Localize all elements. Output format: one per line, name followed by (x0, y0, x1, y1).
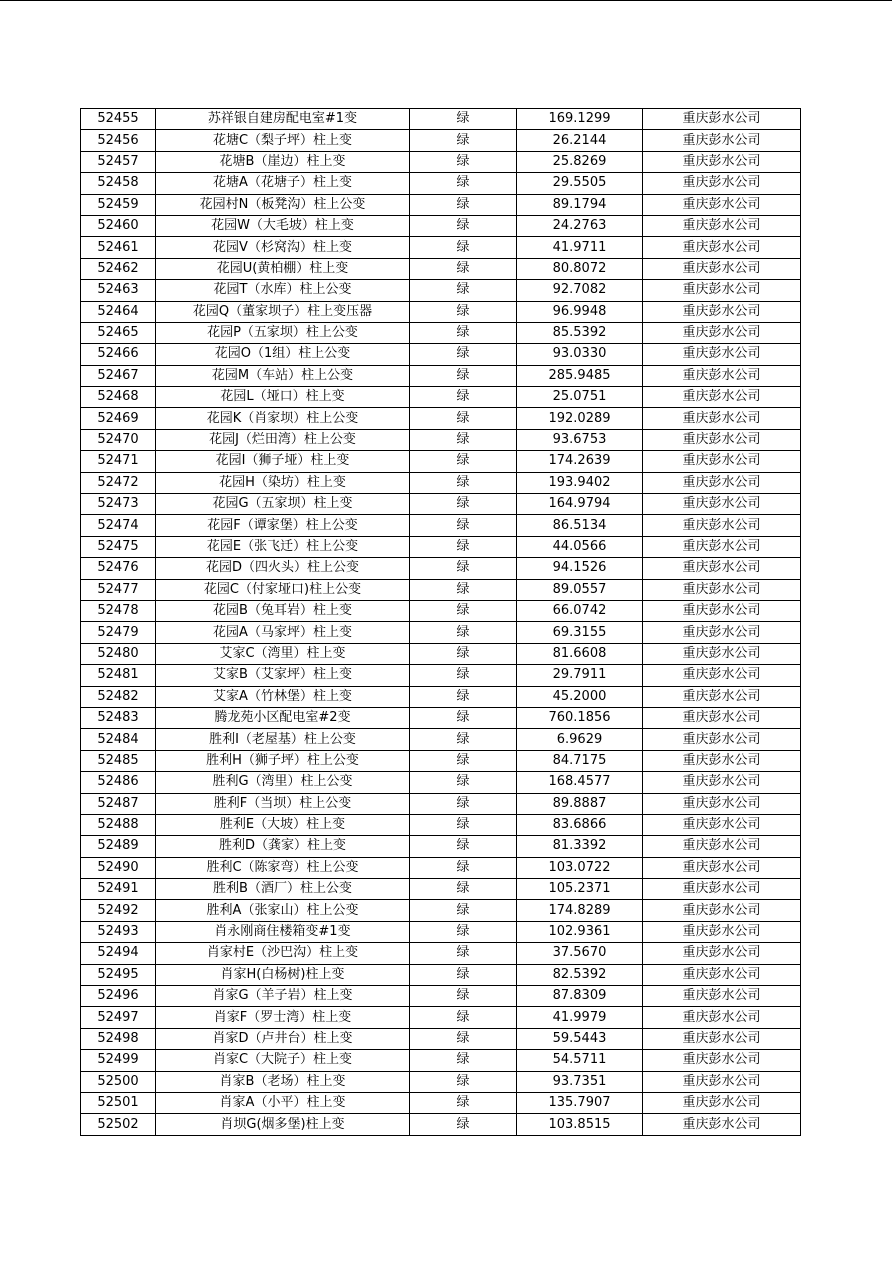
name-cell: 艾家B（艾家坪）柱上变 (156, 665, 410, 686)
status-cell: 绿 (410, 622, 517, 643)
id-cell: 52491 (81, 879, 156, 900)
name-cell: 胜利E（大坡）柱上变 (156, 814, 410, 835)
id-cell: 52495 (81, 964, 156, 985)
status-cell: 绿 (410, 964, 517, 985)
status-cell: 绿 (410, 173, 517, 194)
status-cell: 绿 (410, 1071, 517, 1092)
company-cell: 重庆彭水公司 (643, 579, 801, 600)
company-cell: 重庆彭水公司 (643, 1071, 801, 1092)
company-cell: 重庆彭水公司 (643, 130, 801, 151)
name-cell: 花园I（狮子垭）柱上变 (156, 451, 410, 472)
id-cell: 52469 (81, 408, 156, 429)
table-row (81, 151, 801, 172)
value-cell: 285.9485 (517, 365, 643, 386)
value-cell: 25.0751 (517, 387, 643, 408)
status-cell: 绿 (410, 729, 517, 750)
name-cell: 胜利C（陈家弯）柱上公变 (156, 857, 410, 878)
id-cell: 52463 (81, 280, 156, 301)
id-cell: 52471 (81, 451, 156, 472)
value-cell: 103.0722 (517, 857, 643, 878)
company-cell: 重庆彭水公司 (643, 686, 801, 707)
status-cell: 绿 (410, 857, 517, 878)
company-cell: 重庆彭水公司 (643, 280, 801, 301)
company-cell: 重庆彭水公司 (643, 322, 801, 343)
name-cell: 胜利A（张家山）柱上公变 (156, 900, 410, 921)
value-cell: 37.5670 (517, 943, 643, 964)
id-cell: 52494 (81, 943, 156, 964)
table-row (81, 986, 801, 1007)
table-row (81, 793, 801, 814)
table-row (81, 600, 801, 621)
value-cell: 193.9402 (517, 472, 643, 493)
value-cell: 89.8887 (517, 793, 643, 814)
status-cell: 绿 (410, 921, 517, 942)
company-cell: 重庆彭水公司 (643, 772, 801, 793)
status-cell: 绿 (410, 1007, 517, 1028)
status-cell: 绿 (410, 365, 517, 386)
id-cell: 52499 (81, 1050, 156, 1071)
company-cell: 重庆彭水公司 (643, 194, 801, 215)
status-cell: 绿 (410, 1028, 517, 1049)
company-cell: 重庆彭水公司 (643, 1050, 801, 1071)
value-cell: 103.8515 (517, 1114, 643, 1135)
id-cell: 52477 (81, 579, 156, 600)
company-cell: 重庆彭水公司 (643, 707, 801, 728)
company-cell: 重庆彭水公司 (643, 1028, 801, 1049)
name-cell: 肖家C（大院子）柱上变 (156, 1050, 410, 1071)
id-cell: 52492 (81, 900, 156, 921)
company-cell: 重庆彭水公司 (643, 793, 801, 814)
name-cell: 花园G（五家坝）柱上变 (156, 494, 410, 515)
table-row (81, 536, 801, 557)
id-cell: 52460 (81, 215, 156, 236)
value-cell: 174.2639 (517, 451, 643, 472)
table-row (81, 1114, 801, 1135)
table-row (81, 622, 801, 643)
id-cell: 52461 (81, 237, 156, 258)
status-cell: 绿 (410, 451, 517, 472)
status-cell: 绿 (410, 194, 517, 215)
company-cell: 重庆彭水公司 (643, 836, 801, 857)
value-cell: 45.2000 (517, 686, 643, 707)
id-cell: 52478 (81, 600, 156, 621)
name-cell: 肖家A（小平）柱上变 (156, 1092, 410, 1113)
company-cell: 重庆彭水公司 (643, 472, 801, 493)
value-cell: 96.9948 (517, 301, 643, 322)
table-row (81, 237, 801, 258)
company-cell: 重庆彭水公司 (643, 258, 801, 279)
name-cell: 花园V（杉窝沟）柱上变 (156, 237, 410, 258)
table-row (81, 943, 801, 964)
name-cell: 苏祥银自建房配电室#1变 (156, 109, 410, 130)
status-cell: 绿 (410, 686, 517, 707)
value-cell: 80.8072 (517, 258, 643, 279)
table-row (81, 857, 801, 878)
id-cell: 52472 (81, 472, 156, 493)
name-cell: 花园O（1组）柱上公变 (156, 344, 410, 365)
name-cell: 花塘B（崖边）柱上变 (156, 151, 410, 172)
name-cell: 花园K（肖家坝）柱上公变 (156, 408, 410, 429)
company-cell: 重庆彭水公司 (643, 986, 801, 1007)
value-cell: 86.5134 (517, 515, 643, 536)
status-cell: 绿 (410, 600, 517, 621)
name-cell: 花园L（垭口）柱上变 (156, 387, 410, 408)
table-row (81, 1007, 801, 1028)
company-cell: 重庆彭水公司 (643, 451, 801, 472)
table-row (81, 344, 801, 365)
company-cell: 重庆彭水公司 (643, 515, 801, 536)
value-cell: 93.7351 (517, 1071, 643, 1092)
value-cell: 81.3392 (517, 836, 643, 857)
status-cell: 绿 (410, 943, 517, 964)
status-cell: 绿 (410, 900, 517, 921)
id-cell: 52465 (81, 322, 156, 343)
name-cell: 肖家F（罗士湾）柱上变 (156, 1007, 410, 1028)
company-cell: 重庆彭水公司 (643, 151, 801, 172)
company-cell: 重庆彭水公司 (643, 750, 801, 771)
value-cell: 87.8309 (517, 986, 643, 1007)
id-cell: 52464 (81, 301, 156, 322)
id-cell: 52489 (81, 836, 156, 857)
value-cell: 92.7082 (517, 280, 643, 301)
company-cell: 重庆彭水公司 (643, 1007, 801, 1028)
id-cell: 52480 (81, 643, 156, 664)
table-row (81, 109, 801, 130)
status-cell: 绿 (410, 301, 517, 322)
company-cell: 重庆彭水公司 (643, 729, 801, 750)
name-cell: 花塘C（梨子坪）柱上变 (156, 130, 410, 151)
id-cell: 52468 (81, 387, 156, 408)
table-row (81, 215, 801, 236)
status-cell: 绿 (410, 772, 517, 793)
status-cell: 绿 (410, 429, 517, 450)
company-cell: 重庆彭水公司 (643, 665, 801, 686)
name-cell: 胜利D（龚家）柱上变 (156, 836, 410, 857)
table-row (81, 900, 801, 921)
value-cell: 164.9794 (517, 494, 643, 515)
id-cell: 52484 (81, 729, 156, 750)
table-row (81, 1071, 801, 1092)
table-row (81, 130, 801, 151)
value-cell: 135.7907 (517, 1092, 643, 1113)
id-cell: 52474 (81, 515, 156, 536)
status-cell: 绿 (410, 151, 517, 172)
company-cell: 重庆彭水公司 (643, 1092, 801, 1113)
value-cell: 82.5392 (517, 964, 643, 985)
company-cell: 重庆彭水公司 (643, 494, 801, 515)
id-cell: 52490 (81, 857, 156, 878)
id-cell: 52455 (81, 109, 156, 130)
company-cell: 重庆彭水公司 (643, 536, 801, 557)
table-row (81, 579, 801, 600)
table-body (81, 109, 801, 1136)
status-cell: 绿 (410, 515, 517, 536)
table-row (81, 707, 801, 728)
status-cell: 绿 (410, 1050, 517, 1071)
company-cell: 重庆彭水公司 (643, 643, 801, 664)
status-cell: 绿 (410, 879, 517, 900)
id-cell: 52501 (81, 1092, 156, 1113)
company-cell: 重庆彭水公司 (643, 558, 801, 579)
company-cell: 重庆彭水公司 (643, 857, 801, 878)
company-cell: 重庆彭水公司 (643, 879, 801, 900)
table-row (81, 665, 801, 686)
company-cell: 重庆彭水公司 (643, 600, 801, 621)
value-cell: 174.8289 (517, 900, 643, 921)
id-cell: 52479 (81, 622, 156, 643)
status-cell: 绿 (410, 237, 517, 258)
id-cell: 52486 (81, 772, 156, 793)
name-cell: 胜利F（当坝）柱上公变 (156, 793, 410, 814)
value-cell: 41.9711 (517, 237, 643, 258)
name-cell: 肖家H(白杨树)柱上变 (156, 964, 410, 985)
status-cell: 绿 (410, 793, 517, 814)
table-row (81, 1092, 801, 1113)
table-row (81, 1028, 801, 1049)
id-cell: 52467 (81, 365, 156, 386)
value-cell: 192.0289 (517, 408, 643, 429)
company-cell: 重庆彭水公司 (643, 921, 801, 942)
name-cell: 花园M（车站）柱上公变 (156, 365, 410, 386)
status-cell: 绿 (410, 472, 517, 493)
name-cell: 艾家C（湾里）柱上变 (156, 643, 410, 664)
table-row (81, 836, 801, 857)
status-cell: 绿 (410, 836, 517, 857)
value-cell: 169.1299 (517, 109, 643, 130)
value-cell: 66.0742 (517, 600, 643, 621)
table-row (81, 494, 801, 515)
table-row (81, 301, 801, 322)
company-cell: 重庆彭水公司 (643, 365, 801, 386)
id-cell: 52470 (81, 429, 156, 450)
status-cell: 绿 (410, 322, 517, 343)
table-row (81, 921, 801, 942)
value-cell: 102.9361 (517, 921, 643, 942)
value-cell: 29.7911 (517, 665, 643, 686)
name-cell: 艾家A（竹林堡）柱上变 (156, 686, 410, 707)
table-row (81, 280, 801, 301)
company-cell: 重庆彭水公司 (643, 408, 801, 429)
name-cell: 花园D（四火头）柱上公变 (156, 558, 410, 579)
value-cell: 85.5392 (517, 322, 643, 343)
id-cell: 52488 (81, 814, 156, 835)
table-row (81, 408, 801, 429)
status-cell: 绿 (410, 643, 517, 664)
value-cell: 54.5711 (517, 1050, 643, 1071)
company-cell: 重庆彭水公司 (643, 1114, 801, 1135)
company-cell: 重庆彭水公司 (643, 237, 801, 258)
table-row (81, 750, 801, 771)
value-cell: 26.2144 (517, 130, 643, 151)
status-cell: 绿 (410, 665, 517, 686)
name-cell: 腾龙苑小区配电室#2变 (156, 707, 410, 728)
id-cell: 52462 (81, 258, 156, 279)
value-cell: 6.9629 (517, 729, 643, 750)
status-cell: 绿 (410, 1092, 517, 1113)
company-cell: 重庆彭水公司 (643, 215, 801, 236)
status-cell: 绿 (410, 558, 517, 579)
id-cell: 52476 (81, 558, 156, 579)
table-row (81, 643, 801, 664)
status-cell: 绿 (410, 707, 517, 728)
company-cell: 重庆彭水公司 (643, 109, 801, 130)
status-cell: 绿 (410, 579, 517, 600)
table-row (81, 258, 801, 279)
id-cell: 52497 (81, 1007, 156, 1028)
company-cell: 重庆彭水公司 (643, 900, 801, 921)
value-cell: 760.1856 (517, 707, 643, 728)
name-cell: 花园Q（董家坝子）柱上变压器 (156, 301, 410, 322)
table-row (81, 964, 801, 985)
value-cell: 25.8269 (517, 151, 643, 172)
id-cell: 52500 (81, 1071, 156, 1092)
table-row (81, 879, 801, 900)
value-cell: 84.7175 (517, 750, 643, 771)
value-cell: 44.0566 (517, 536, 643, 557)
table-row (81, 173, 801, 194)
id-cell: 52456 (81, 130, 156, 151)
name-cell: 肖坝G(烟多堡)柱上变 (156, 1114, 410, 1135)
table-row (81, 729, 801, 750)
table-row (81, 772, 801, 793)
company-cell: 重庆彭水公司 (643, 943, 801, 964)
company-cell: 重庆彭水公司 (643, 964, 801, 985)
status-cell: 绿 (410, 387, 517, 408)
id-cell: 52475 (81, 536, 156, 557)
id-cell: 52493 (81, 921, 156, 942)
name-cell: 胜利B（酒厂）柱上公变 (156, 879, 410, 900)
company-cell: 重庆彭水公司 (643, 301, 801, 322)
table-row (81, 322, 801, 343)
name-cell: 花园H（染坊）柱上变 (156, 472, 410, 493)
status-cell: 绿 (410, 258, 517, 279)
company-cell: 重庆彭水公司 (643, 814, 801, 835)
name-cell: 花园B（兔耳岩）柱上变 (156, 600, 410, 621)
table-row (81, 365, 801, 386)
value-cell: 89.0557 (517, 579, 643, 600)
name-cell: 肖家村E（沙巴沟）柱上变 (156, 943, 410, 964)
status-cell: 绿 (410, 986, 517, 1007)
status-cell: 绿 (410, 750, 517, 771)
name-cell: 胜利I（老屋基）柱上公变 (156, 729, 410, 750)
name-cell: 胜利H（狮子坪）柱上公变 (156, 750, 410, 771)
table-row (81, 429, 801, 450)
value-cell: 105.2371 (517, 879, 643, 900)
company-cell: 重庆彭水公司 (643, 344, 801, 365)
status-cell: 绿 (410, 215, 517, 236)
id-cell: 52502 (81, 1114, 156, 1135)
value-cell: 168.4577 (517, 772, 643, 793)
status-cell: 绿 (410, 344, 517, 365)
id-cell: 52482 (81, 686, 156, 707)
name-cell: 肖家D（卢井台）柱上变 (156, 1028, 410, 1049)
id-cell: 52485 (81, 750, 156, 771)
data-table (80, 108, 801, 1136)
name-cell: 花园E（张飞迁）柱上公变 (156, 536, 410, 557)
id-cell: 52466 (81, 344, 156, 365)
name-cell: 花园J（烂田湾）柱上公变 (156, 429, 410, 450)
id-cell: 52487 (81, 793, 156, 814)
table-row (81, 515, 801, 536)
id-cell: 52457 (81, 151, 156, 172)
status-cell: 绿 (410, 109, 517, 130)
name-cell: 胜利G（湾里）柱上公变 (156, 772, 410, 793)
status-cell: 绿 (410, 536, 517, 557)
page-top-border (0, 0, 892, 1)
table-row (81, 472, 801, 493)
status-cell: 绿 (410, 130, 517, 151)
value-cell: 89.1794 (517, 194, 643, 215)
name-cell: 肖永刚商住楼箱变#1变 (156, 921, 410, 942)
table-row (81, 558, 801, 579)
name-cell: 花园U(黄柏棚）柱上变 (156, 258, 410, 279)
table-row (81, 194, 801, 215)
table-row (81, 387, 801, 408)
value-cell: 93.0330 (517, 344, 643, 365)
value-cell: 41.9979 (517, 1007, 643, 1028)
status-cell: 绿 (410, 280, 517, 301)
value-cell: 81.6608 (517, 643, 643, 664)
name-cell: 花园T（水库）柱上公变 (156, 280, 410, 301)
value-cell: 24.2763 (517, 215, 643, 236)
id-cell: 52459 (81, 194, 156, 215)
name-cell: 肖家G（羊子岩）柱上变 (156, 986, 410, 1007)
status-cell: 绿 (410, 1114, 517, 1135)
value-cell: 94.1526 (517, 558, 643, 579)
name-cell: 花园W（大毛坡）柱上变 (156, 215, 410, 236)
company-cell: 重庆彭水公司 (643, 429, 801, 450)
name-cell: 花园F（谭家堡）柱上公变 (156, 515, 410, 536)
id-cell: 52483 (81, 707, 156, 728)
table-row (81, 814, 801, 835)
id-cell: 52496 (81, 986, 156, 1007)
status-cell: 绿 (410, 814, 517, 835)
value-cell: 93.6753 (517, 429, 643, 450)
table-row (81, 686, 801, 707)
status-cell: 绿 (410, 494, 517, 515)
company-cell: 重庆彭水公司 (643, 622, 801, 643)
name-cell: 花塘A（花塘子）柱上变 (156, 173, 410, 194)
status-cell: 绿 (410, 408, 517, 429)
company-cell: 重庆彭水公司 (643, 387, 801, 408)
name-cell: 花园村N（板凳沟）柱上公变 (156, 194, 410, 215)
value-cell: 69.3155 (517, 622, 643, 643)
id-cell: 52473 (81, 494, 156, 515)
id-cell: 52481 (81, 665, 156, 686)
name-cell: 肖家B（老场）柱上变 (156, 1071, 410, 1092)
company-cell: 重庆彭水公司 (643, 173, 801, 194)
table-row (81, 1050, 801, 1071)
value-cell: 29.5505 (517, 173, 643, 194)
value-cell: 59.5443 (517, 1028, 643, 1049)
id-cell: 52498 (81, 1028, 156, 1049)
id-cell: 52458 (81, 173, 156, 194)
table-row (81, 451, 801, 472)
name-cell: 花园A（马家坪）柱上变 (156, 622, 410, 643)
name-cell: 花园C（付家垭口)柱上公变 (156, 579, 410, 600)
value-cell: 83.6866 (517, 814, 643, 835)
name-cell: 花园P（五家坝）柱上公变 (156, 322, 410, 343)
